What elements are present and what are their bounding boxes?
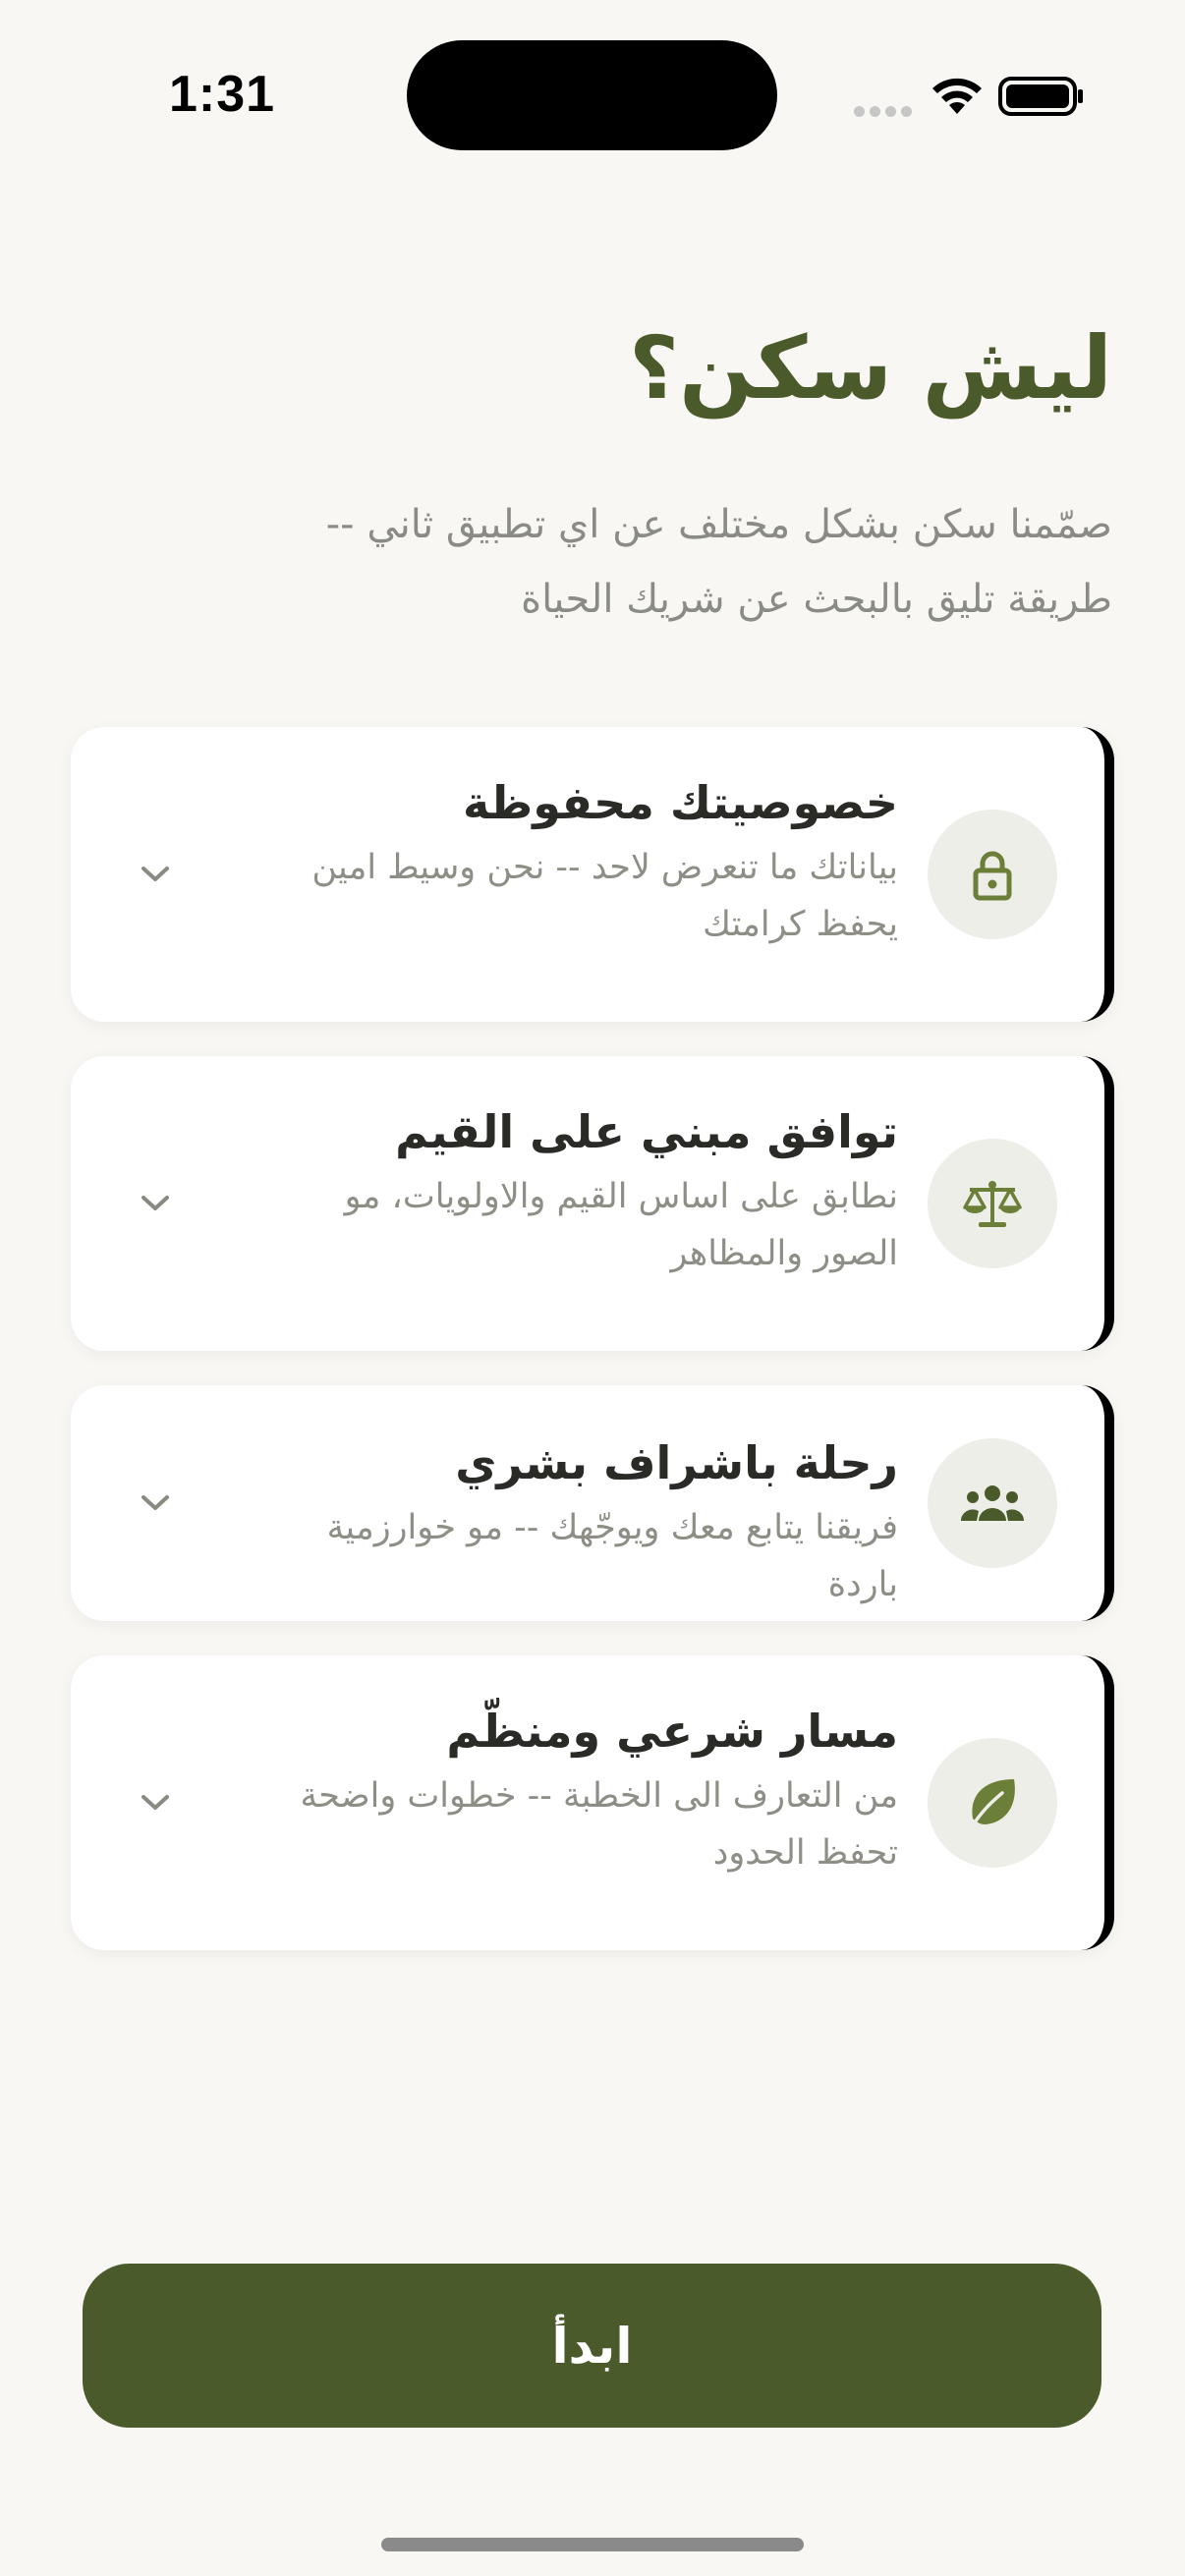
feature-icon-container — [928, 1139, 1057, 1268]
status-indicators — [792, 0, 1185, 147]
chevron-down-icon[interactable] — [138, 1186, 173, 1221]
chevron-down-icon[interactable] — [138, 857, 173, 892]
start-button[interactable]: ابدأ — [83, 2264, 1101, 2428]
status-time: 1:31 — [169, 66, 276, 123]
feature-title: رحلة باشراف بشري — [455, 1436, 898, 1489]
feature-description: فريقنا يتابع معك ويوجّهك -- مو خوارزمية باردة — [326, 1507, 898, 1604]
lock-icon — [965, 847, 1020, 902]
feature-description: نطابق على اساس القيم والاولويات، مو الصور والمظاهر — [344, 1176, 898, 1273]
leaf-icon — [963, 1773, 1022, 1832]
cellular-signal-icon — [854, 102, 917, 121]
feature-card-values[interactable] — [71, 1056, 1114, 1351]
feature-title: خصوصيتك محفوظة — [463, 776, 898, 829]
chevron-down-icon[interactable] — [138, 1785, 173, 1820]
feature-icon-container — [928, 1438, 1057, 1568]
feature-icon-container — [928, 1738, 1057, 1868]
feature-title: مسار شرعي ومنظّم — [446, 1705, 898, 1758]
battery-icon — [998, 75, 1087, 118]
feature-icon-container — [928, 810, 1057, 939]
chevron-down-icon[interactable] — [138, 1485, 173, 1521]
feature-title: توافق مبني على القيم — [395, 1105, 898, 1158]
dynamic-island — [407, 40, 777, 150]
feature-card-sharia-path[interactable] — [71, 1655, 1114, 1950]
home-indicator[interactable] — [381, 2538, 804, 2551]
feature-card-human-guidance[interactable] — [71, 1385, 1114, 1621]
wifi-icon — [928, 75, 987, 118]
scale-icon — [962, 1176, 1023, 1231]
page-title: ليش سكن؟ — [629, 317, 1112, 419]
feature-card-privacy[interactable] — [71, 727, 1114, 1022]
page-subtitle: صمّمنا سكن بشكل مختلف عن اي تطبيق ثاني -- طريقة تليق بالبحث عن شريك الحياة — [325, 502, 1112, 622]
feature-description: بياناتك ما تنعرض لاحد -- نحن وسيط امين يحفظ كرامتك — [311, 847, 898, 944]
people-icon — [959, 1482, 1026, 1525]
feature-description: من التعارف الى الخطبة -- خطوات واضحة تحفظ الحدود — [300, 1775, 898, 1873]
